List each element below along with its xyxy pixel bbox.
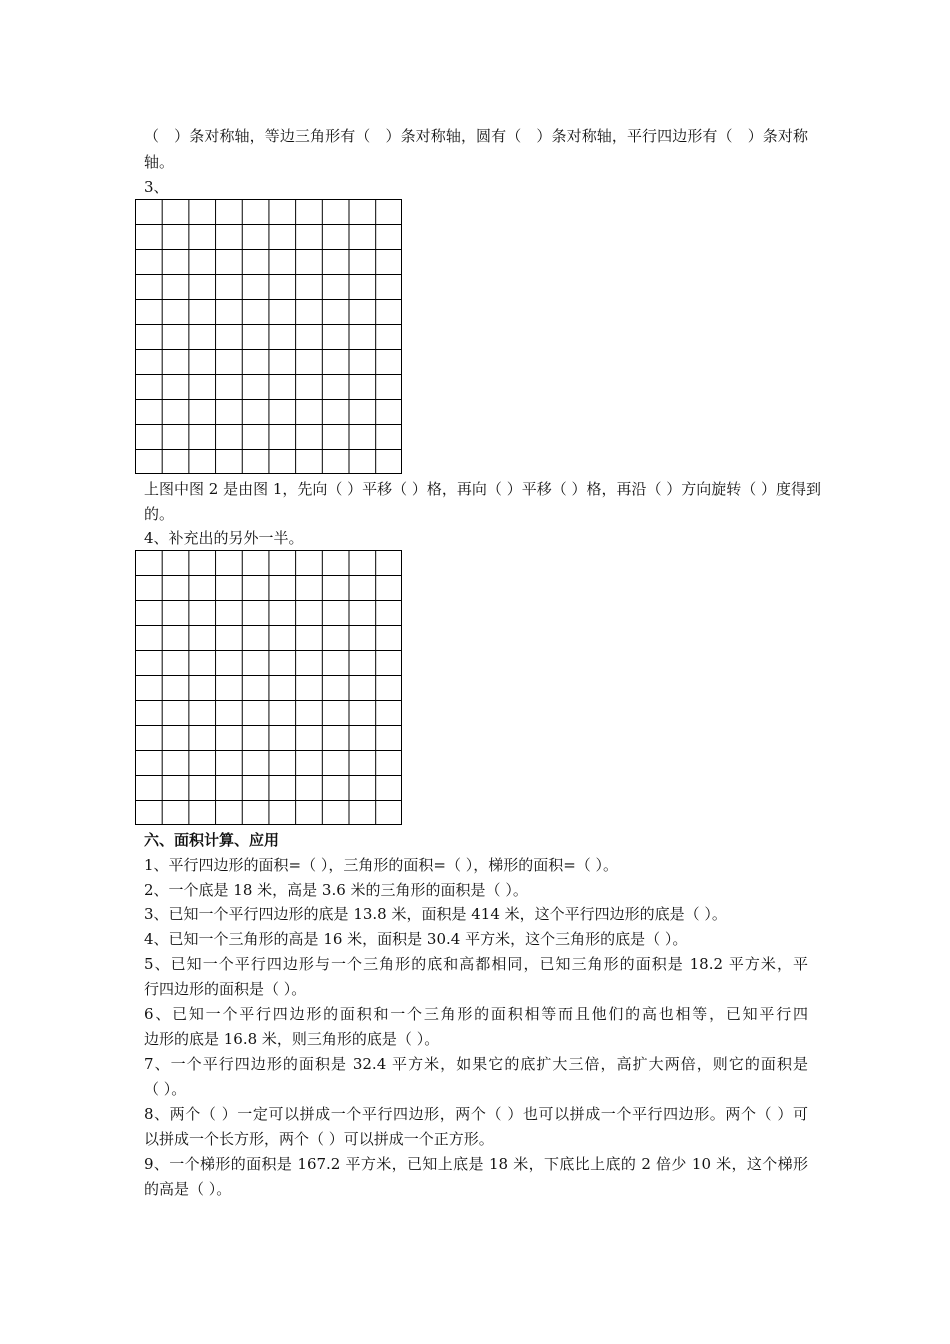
grid-paper-question-3: [135, 199, 402, 474]
section-6-question-5-line1: 5、已知一个平行四边形与一个三角形的底和高都相同，已知三角形的面积是 18.2 平方米，平: [144, 955, 808, 973]
section-6-question-8-line1: 8、两个（ ）一定可以拼成一个平行四边形，两个（ ）也可以拼成一个平行四边形。两个（ ）可: [144, 1105, 808, 1123]
section-6-question-1: 1、平行四边形的面积=（ ），三角形的面积=（ ），梯形的面积=（ ）。: [144, 856, 619, 874]
section-6-question-2: 2、一个底是 18 米，高是 3.6 米的三角形的面积是（ ）。: [144, 881, 528, 899]
section-6-question-7-line2: （ ）。: [144, 1080, 187, 1098]
symmetry-question-line1: （ ）条对称轴，等边三角形有（ ）条对称轴，圆有（ ）条对称轴，平行四边形有（ ）条对称: [144, 127, 808, 145]
section-6-question-4: 4、已知一个三角形的高是 16 米，面积是 30.4 平方米，这个三角形的底是（ ）。: [144, 930, 688, 948]
section-6-question-5-line2: 行四边形的面积是（ ）。: [144, 980, 307, 998]
section-6-question-9-line1: 9、一个梯形的面积是 167.2 平方米，已知上底是 18 米，下底比上底的 2 倍少 10 米，这个梯形: [144, 1155, 808, 1173]
section-6-question-7-line1: 7、一个平行四边形的面积是 32.4 平方米，如果它的底扩大三倍，高扩大两倍，则它的面积是: [144, 1055, 808, 1073]
section-6-question-8-line2: 以拼成一个长方形，两个（ ）可以拼成一个正方形。: [144, 1130, 494, 1148]
section-6-question-9-line2: 的高是（ ）。: [144, 1180, 232, 1198]
question-4-label: 4、补充出的另外一半。: [144, 529, 304, 547]
grid-paper-question-4: [135, 550, 402, 825]
question-3-caption-line2: 的。: [144, 505, 175, 523]
section-6-question-6-line1: 6、已知一个平行四边形的面积和一个三角形的面积相等而且他们的高也相等，已知平行四: [144, 1005, 808, 1023]
symmetry-question-line2: 轴。: [144, 153, 175, 171]
section-6-question-6-line2: 边形的底是 16.8 米，则三角形的底是（ ）。: [144, 1030, 440, 1048]
question-3-label: 3、: [144, 178, 169, 196]
section-6-question-3: 3、已知一个平行四边形的底是 13.8 米，面积是 414 米，这个平行四边形的底是（ ）。: [144, 905, 727, 923]
section-6-title: 六、面积计算、应用: [144, 831, 280, 849]
question-3-caption-line1: 上图中图 2 是由图 1，先向（ ）平移（ ）格，再向（ ）平移（ ）格，再沿（ ）方向旋转（ ）度得到: [144, 480, 822, 498]
